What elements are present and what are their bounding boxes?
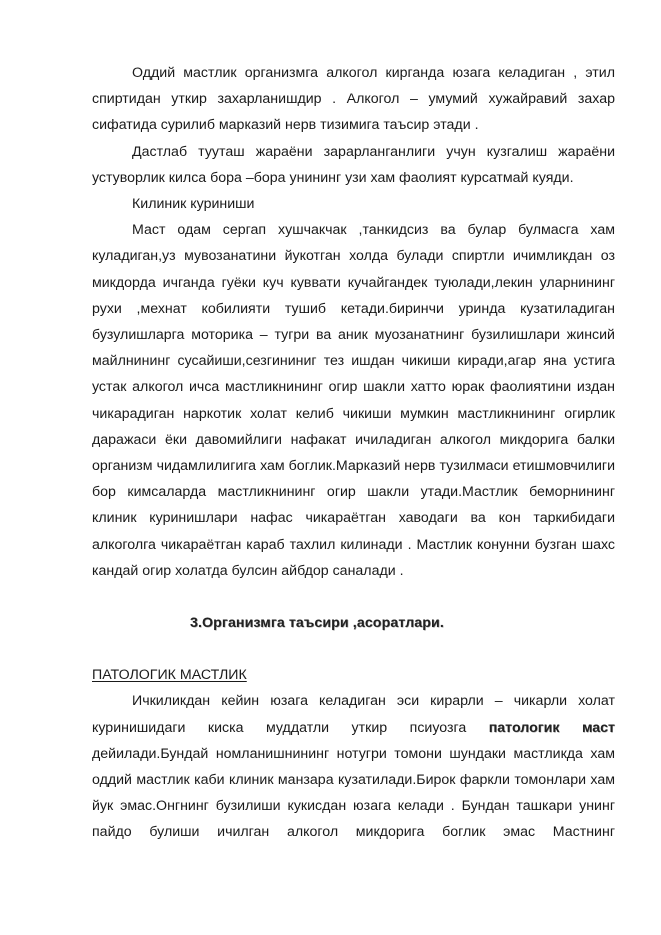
clinical-label: Килиник куриниши: [132, 196, 255, 213]
document-body: [92, 60, 615, 846]
paragraph-pathological: [92, 688, 615, 845]
paragraph-intro: Оддий мастлик организмга алкогол кирганда юзага келадиган , этил спиртидан уткир захарланишдир . Алкогол – умумий хужайравий захар сифатида сурилиб марказий нерв тизимига таъсир этади .: [92, 65, 615, 134]
section-heading: 3.Организмга таъсири ,асоратлари.: [190, 615, 444, 632]
subheading-pathological: ПАТОЛОГИК МАСТЛИК: [92, 667, 247, 684]
spacer: [92, 584, 615, 610]
term-pathological: патологик маст: [488, 719, 615, 736]
paragraph-pathological-end: дейилади.Бундай номланишнининг нотугри томони шундаки мастликда хам оддий мастлик каби клиник манзара кузатилади.Бирок фаркли томонлари хам йук эмас.Онгнинг бузилиши кукисдан юзага келади . Бундан ташкари унинг пайдо булиши ичилган алкогол микдорига боглик эмас Мастнинг: [92, 745, 615, 841]
spacer: [92, 636, 615, 662]
paragraph-clinical: Маст одам сергап хушчакчак ,танкидсиз ва булар булмасга хам куладиган,уз мувозанатини йукотган холда булади спиртли ичимликдан оз микдорда ичганда гуёки куч куввати кучайгандек туюлади,лекин уларнининг рухи ,мехнат кобилияти тушиб кетади.биринчи уринда кузатиладиган бузулишларга моторика – тугри ва аник муозанатнинг бузилишлари жинсий майлнининг сусайиши,сезгининиг тез ишдан чикиши киради,агар яна устига устак алкогол ичса мастликнининг огир шакли хатто юрак фаолиятини издан чикарадиган наркотик холат келиб чикиши мумкин мастликнининг огирлик даражаси ёки давомийлиги нафакат ичиладиган алкогол микдорига балки организм чидамлилигига хам боглик.Марказий нерв тузилмаси етишмовчилиги бор кимсаларда мастликнининг огир шакли утади.Мастлик беморнининг клиник куринишлари нафас чикараётган хаводаги ва кон таркибидаги алкоголга чикараётган караб тахлил килинади . Мастлик конунни бузган шахс кандай огир холатда булсин айбдор саналади .: [92, 222, 615, 579]
paragraph-excitation: Дастлаб тууташ жараёни зарарланганлиги учун кузгалиш жараёни устуворлик килса бора –бора унининг узи хам фаолият курсатмай куяди.: [92, 143, 615, 186]
paragraph-pathological-start: Ичкиликдан кейин юзага келадиган эси кирарли – чикарли холат куринишидаги киска муддатли уткир псиуозга: [92, 693, 615, 736]
